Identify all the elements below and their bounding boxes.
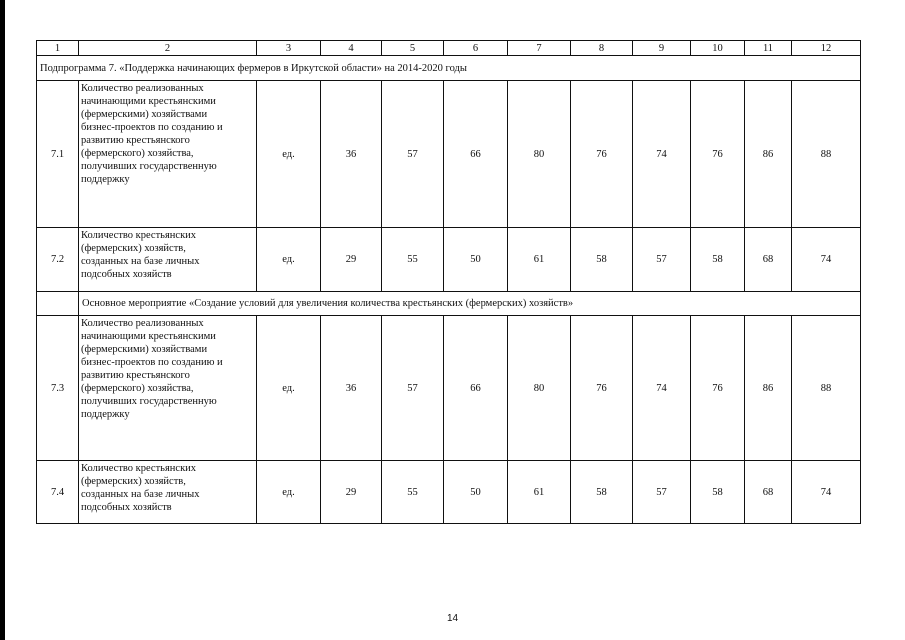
value-cell: 74 <box>792 228 861 292</box>
table-row <box>37 461 861 524</box>
description-line: бизнес-проектов по созданию и <box>81 357 223 368</box>
header-cell: 4 <box>321 41 382 56</box>
value-cell: 68 <box>745 461 792 524</box>
value-cell: 76 <box>691 81 745 228</box>
description-line: (фермерских) хозяйств, <box>81 243 186 254</box>
header-cell: 7 <box>508 41 571 56</box>
description-line: подсобных хозяйств <box>81 502 172 513</box>
value-cell: 57 <box>633 228 691 292</box>
description-line: начинающими крестьянскими <box>81 331 216 342</box>
value-cell: 50 <box>444 228 508 292</box>
row-number: 7.3 <box>37 316 79 461</box>
value-cell: 29 <box>321 228 382 292</box>
value-cell: 68 <box>745 228 792 292</box>
description-line: (фермерского) хозяйства, <box>81 148 194 159</box>
row-description <box>79 81 257 228</box>
row-description <box>79 316 257 461</box>
value-cell: 50 <box>444 461 508 524</box>
description-line: Количество крестьянских <box>81 230 197 241</box>
description-line: развитию крестьянского <box>81 370 190 381</box>
value-cell: 58 <box>691 228 745 292</box>
value-cell: 58 <box>571 228 633 292</box>
table-row <box>37 228 861 292</box>
value-cell: 55 <box>382 461 444 524</box>
row-unit: ед. <box>257 316 321 461</box>
table-row <box>37 81 861 228</box>
description-line: созданных на базе личных <box>81 489 200 500</box>
description-line: развитию крестьянского <box>81 135 190 146</box>
value-cell: 76 <box>571 316 633 461</box>
description-line: (фермерскими) хозяйствами <box>81 109 208 120</box>
row-description <box>79 228 257 292</box>
description-line: получивших государственную <box>81 161 217 172</box>
header-cell: 3 <box>257 41 321 56</box>
value-cell: 36 <box>321 81 382 228</box>
value-cell: 66 <box>444 316 508 461</box>
header-cell: 9 <box>633 41 691 56</box>
description-line: Количество реализованных <box>81 83 204 94</box>
scan-edge-bar <box>0 0 5 640</box>
header-cell: 5 <box>382 41 444 56</box>
header-row <box>37 41 861 56</box>
description-line: поддержку <box>81 174 130 185</box>
value-cell: 57 <box>633 461 691 524</box>
value-cell: 57 <box>382 81 444 228</box>
row-number: 7.2 <box>37 228 79 292</box>
value-cell: 66 <box>444 81 508 228</box>
row-number: 7.1 <box>37 81 79 228</box>
row-unit: ед. <box>257 228 321 292</box>
description-line: бизнес-проектов по созданию и <box>81 122 223 133</box>
section-title: Подпрограмма 7. «Поддержка начинающих фермеров в Иркутской области» на 2014-2020 годы <box>37 56 861 81</box>
value-cell: 86 <box>745 316 792 461</box>
header-cell: 12 <box>792 41 861 56</box>
value-cell: 57 <box>382 316 444 461</box>
value-cell: 29 <box>321 461 382 524</box>
description-line: начинающими крестьянскими <box>81 96 216 107</box>
header-cell: 11 <box>745 41 792 56</box>
section-row-main-activity <box>37 292 861 316</box>
header-cell: 10 <box>691 41 745 56</box>
section-row-subprogram <box>37 56 861 81</box>
value-cell: 76 <box>571 81 633 228</box>
value-cell: 74 <box>633 316 691 461</box>
value-cell: 88 <box>792 81 861 228</box>
value-cell: 58 <box>571 461 633 524</box>
description-line: созданных на базе личных <box>81 256 200 267</box>
value-cell: 74 <box>633 81 691 228</box>
row-unit: ед. <box>257 81 321 228</box>
header-cell: 1 <box>37 41 79 56</box>
value-cell: 80 <box>508 81 571 228</box>
header-cell: 8 <box>571 41 633 56</box>
description-line: (фермерского) хозяйства, <box>81 383 194 394</box>
description-line: подсобных хозяйств <box>81 269 172 280</box>
description-line: поддержку <box>81 409 130 420</box>
header-cell: 6 <box>444 41 508 56</box>
page-number: 14 <box>446 613 459 624</box>
description-line: (фермерскими) хозяйствами <box>81 344 208 355</box>
description-line: получивших государственную <box>81 396 217 407</box>
row-description <box>79 461 257 524</box>
indicators-table <box>36 40 861 524</box>
value-cell: 61 <box>508 228 571 292</box>
value-cell: 58 <box>691 461 745 524</box>
value-cell: 74 <box>792 461 861 524</box>
value-cell: 55 <box>382 228 444 292</box>
row-unit: ед. <box>257 461 321 524</box>
description-line: Количество реализованных <box>81 318 204 329</box>
value-cell: 76 <box>691 316 745 461</box>
value-cell: 36 <box>321 316 382 461</box>
description-line: (фермерских) хозяйств, <box>81 476 186 487</box>
row-number: 7.4 <box>37 461 79 524</box>
value-cell: 61 <box>508 461 571 524</box>
table-row <box>37 316 861 461</box>
value-cell: 80 <box>508 316 571 461</box>
value-cell: 88 <box>792 316 861 461</box>
header-cell: 2 <box>79 41 257 56</box>
value-cell: 86 <box>745 81 792 228</box>
description-line: Количество крестьянских <box>81 463 197 474</box>
section-title: Основное мероприятие «Создание условий для увеличения количества крестьянских (фермерских) хозяйств» <box>79 292 861 316</box>
